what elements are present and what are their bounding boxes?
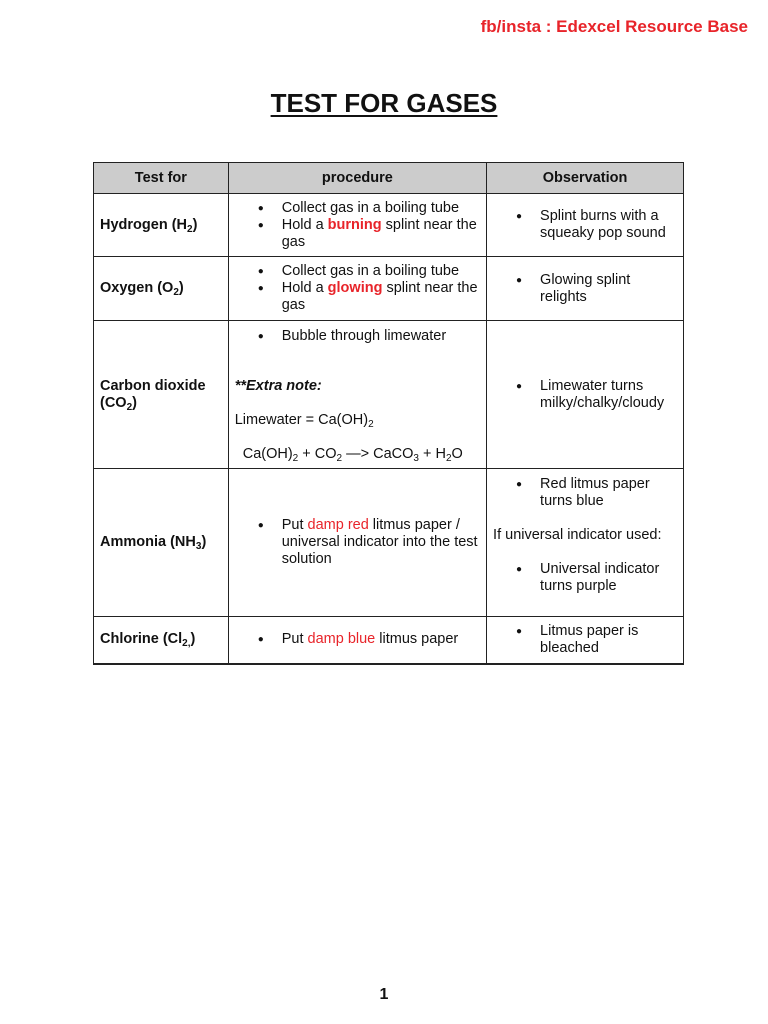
eq-part: + CO: [298, 446, 337, 462]
column-header-test-for: Test for: [94, 163, 229, 194]
page-title-text: TEST FOR GASES: [270, 88, 498, 118]
subscript: 2: [368, 419, 374, 430]
table-row-oxygen: [94, 257, 684, 321]
procedure-text: Hold a: [281, 216, 328, 233]
subscript: 2: [336, 453, 343, 464]
table-row-carbon-dioxide: [94, 321, 684, 469]
subscript: 2: [173, 287, 179, 298]
list-item: ● Splint burns with a squeaky pop sound: [540, 208, 677, 242]
list-item: ● Red litmus paper turns blue: [540, 476, 677, 510]
gas-name-close: ): [132, 394, 137, 411]
list-item: [282, 280, 480, 314]
gas-name-carbon-dioxide: [94, 321, 229, 469]
observation-carbon-dioxide: [487, 321, 684, 469]
eq-part: —> CaCO: [342, 446, 414, 462]
gas-name-text: Oxygen (O: [100, 280, 174, 296]
list-item: ● Collect gas in a boiling tube: [282, 263, 480, 280]
highlight-glowing: glowing: [327, 280, 383, 296]
list-item: [282, 517, 480, 568]
eq-part: Ca(OH): [242, 446, 293, 462]
column-header-observation: Observation: [487, 163, 684, 194]
table-row-chlorine: [94, 617, 684, 664]
procedure-text: splint near the gas: [281, 216, 477, 250]
list-item: ● Universal indicator turns purple: [540, 561, 677, 595]
list-item: [282, 631, 480, 648]
formula-text: Limewater = Ca(OH): [234, 412, 369, 428]
gas-name-text: Hydrogen (H: [100, 216, 187, 233]
list-item: [282, 217, 480, 251]
list-item: ● Limewater turns milky/chalky/cloudy: [540, 378, 677, 412]
gas-name-close: ): [192, 216, 198, 233]
subscript: 2: [187, 223, 193, 235]
brand-header: fb/insta : Edexcel Resource Base: [480, 17, 748, 36]
subscript: 2,: [182, 638, 191, 650]
highlight-damp-red: damp red: [307, 517, 369, 533]
procedure-carbon-dioxide: [228, 321, 486, 469]
extra-note-heading: **Extra note:: [234, 378, 322, 394]
gas-name-oxygen: [94, 257, 229, 321]
table-row-hydrogen: [94, 194, 684, 257]
list-item: ● Collect gas in a boiling tube: [282, 200, 480, 217]
procedure-oxygen: [228, 257, 486, 321]
page-title: [0, 88, 768, 119]
column-header-procedure: procedure: [228, 163, 486, 194]
procedure-text: Put: [281, 517, 308, 533]
observation-oxygen: [487, 257, 684, 321]
procedure-text: splint near the gas: [281, 280, 478, 313]
observation-list: [493, 476, 677, 510]
procedure-list: [235, 263, 480, 314]
reaction-equation: [235, 446, 480, 463]
procedure-text: litmus paper / universal indicator into the test solution: [281, 517, 478, 567]
gas-name-text: Ammonia (NH: [100, 534, 196, 550]
gas-name-close: ): [178, 280, 184, 296]
procedure-ammonia: [228, 469, 486, 617]
list-item: ● Bubble through limewater: [282, 328, 480, 345]
gas-tests-table: [93, 162, 684, 665]
table-row-ammonia: [94, 469, 684, 617]
list-item: ● Litmus paper is bleached: [540, 623, 677, 657]
gas-name-text: Carbon dioxide (CO: [100, 377, 206, 411]
procedure-text: Put: [281, 631, 308, 648]
gas-name-text: Chlorine (Cl: [100, 631, 183, 648]
universal-indicator-note: If universal indicator used:: [493, 527, 662, 543]
procedure-list: [235, 200, 480, 251]
subscript: 3: [195, 541, 202, 552]
observation-chlorine: [487, 617, 684, 664]
gas-name-chlorine: [94, 617, 229, 664]
gas-name-hydrogen: [94, 194, 229, 257]
procedure-hydrogen: [228, 194, 486, 257]
observation-ammonia: [487, 469, 684, 617]
limewater-formula: [235, 412, 480, 429]
procedure-text: Hold a: [281, 280, 328, 296]
procedure-list: [235, 631, 480, 648]
gas-name-close: ): [201, 534, 207, 550]
gas-name-ammonia: [94, 469, 229, 617]
observation-list: [493, 623, 677, 657]
observation-list: [493, 208, 677, 242]
eq-part: + H: [418, 446, 446, 462]
procedure-list: [235, 517, 480, 568]
list-item: ● Glowing splint relights: [540, 272, 677, 306]
procedure-text: litmus paper: [375, 631, 459, 648]
observation-list: [493, 561, 677, 595]
observation-list: [493, 378, 677, 412]
gas-name-close: ): [190, 631, 196, 648]
highlight-damp-blue: damp blue: [307, 631, 376, 648]
eq-part: O: [451, 446, 463, 462]
observation-hydrogen: [487, 194, 684, 257]
subscript: 2: [445, 453, 452, 464]
subscript: 2: [126, 401, 133, 413]
subscript: 2: [292, 453, 299, 464]
highlight-burning: burning: [327, 216, 382, 233]
page-number: 1: [379, 986, 389, 1003]
table-header-row: [94, 163, 684, 194]
procedure-chlorine: [228, 617, 486, 664]
observation-list: [493, 272, 677, 306]
procedure-list: [235, 328, 480, 345]
subscript: 3: [413, 453, 419, 464]
